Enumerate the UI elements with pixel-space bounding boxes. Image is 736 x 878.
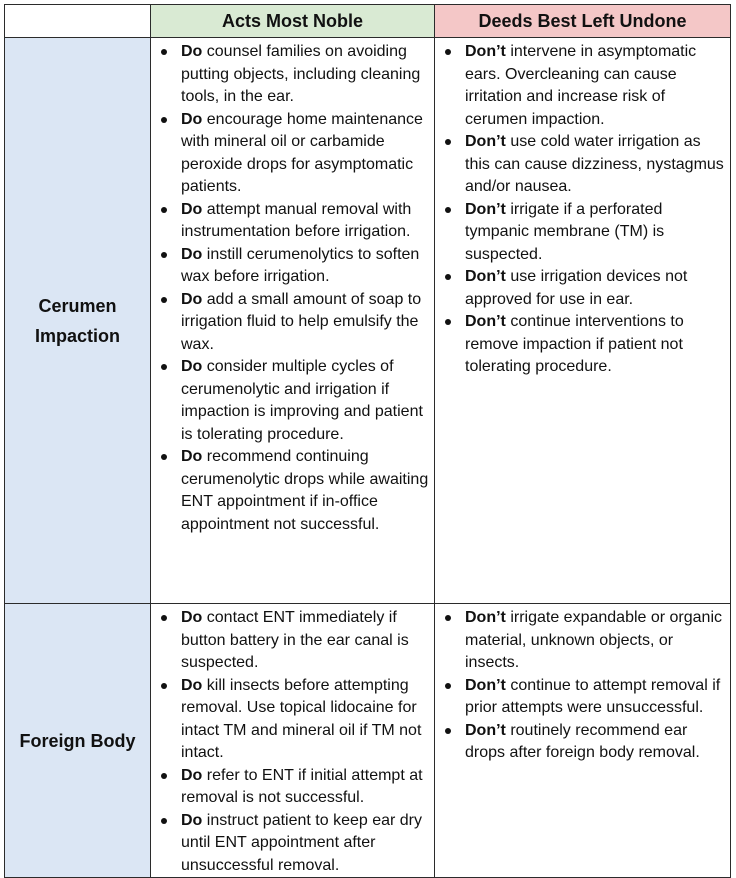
list-item	[157, 356, 430, 446]
item-text: encourage home maintenance with mineral oil or carbamide peroxide drops for asymptomatic patients.	[181, 110, 423, 195]
row-label-foreign-body	[5, 604, 151, 878]
item-text: irrigate if a perforated tympanic membrane (TM) is suspected.	[465, 200, 665, 263]
item-lead: Do	[181, 676, 203, 694]
list-item	[157, 446, 430, 536]
row-label-line: Foreign Body	[19, 730, 136, 751]
header-acts-most-noble: Acts Most Noble	[151, 5, 435, 38]
list-item	[441, 199, 726, 267]
item-lead: Don’t	[465, 721, 506, 739]
header-deeds-best-left-undone: Deeds Best Left Undone	[435, 5, 731, 38]
list-item	[441, 41, 726, 131]
item-text: recommend continuing cerumenolytic drops while awaiting ENT appointment if in-office appointment not successful.	[181, 448, 429, 533]
item-text: kill insects before attempting removal. Use topical lidocaine for intact TM and mineral oil if TM not intact.	[181, 676, 422, 761]
item-text: continue interventions to remove impaction if patient not tolerating procedure.	[465, 313, 684, 375]
item-text: consider multiple cycles of cerumenolytic and irrigation if impaction is improving and patient is tolerating procedure.	[181, 358, 423, 443]
cerumen-do-list	[151, 38, 434, 536]
item-lead: Do	[181, 43, 203, 60]
row-label-line: Cerumen	[38, 295, 117, 316]
item-text: irrigate expandable or organic material, unknown objects, or insects.	[465, 609, 723, 671]
item-lead: Do	[181, 290, 203, 308]
list-item	[157, 289, 430, 357]
item-text: routinely recommend ear drops after foreign body removal.	[465, 721, 700, 761]
list-item	[157, 41, 430, 109]
list-item	[157, 244, 430, 289]
foreign-body-do-cell	[151, 604, 435, 878]
cerumen-do-cell	[151, 38, 435, 604]
header-row	[5, 5, 731, 38]
item-lead: Do	[181, 448, 203, 465]
item-text: use cold water irrigation as this can cause dizziness, nystagmus and/or nausea.	[465, 133, 724, 195]
item-lead: Don’t	[465, 268, 506, 285]
item-text: use irrigation devices not approved for use in ear.	[465, 268, 688, 308]
item-lead: Do	[181, 110, 203, 128]
row-label-cerumen-impaction	[5, 38, 151, 604]
foreign-body-dont-cell	[435, 604, 731, 878]
item-lead: Do	[181, 200, 203, 218]
list-item	[157, 109, 430, 199]
list-item	[157, 607, 430, 675]
item-lead: Do	[181, 245, 203, 263]
item-text: continue to attempt removal if prior attempts were unsuccessful.	[465, 676, 721, 716]
guidance-table	[4, 4, 731, 878]
item-lead: Don’t	[465, 133, 506, 150]
item-lead: Don’t	[465, 676, 506, 694]
list-item	[157, 810, 430, 878]
list-item	[157, 199, 430, 244]
item-lead: Don’t	[465, 200, 506, 218]
list-item	[441, 675, 726, 720]
item-text: counsel families on avoiding putting objects, including cleaning tools, in the ear.	[181, 43, 421, 105]
item-lead: Don’t	[465, 313, 506, 330]
list-item	[157, 765, 430, 810]
list-item	[441, 720, 726, 765]
item-text: refer to ENT if initial attempt at removal is not successful.	[181, 766, 423, 806]
item-lead: Do	[181, 766, 203, 784]
list-item	[441, 131, 726, 199]
item-text: instill cerumenolytics to soften wax before irrigation.	[181, 245, 420, 285]
item-text: add a small amount of soap to irrigation fluid to help emulsify the wax.	[181, 290, 422, 353]
foreign-body-dont-list	[435, 604, 730, 765]
cerumen-dont-cell	[435, 38, 731, 604]
item-lead: Don’t	[465, 43, 506, 60]
item-lead: Do	[181, 358, 203, 375]
row-foreign-body	[5, 604, 731, 878]
list-item	[157, 675, 430, 765]
row-label-line: Impaction	[34, 325, 120, 346]
list-item	[441, 266, 726, 311]
item-lead: Do	[181, 609, 203, 626]
corner-cell	[5, 5, 151, 38]
cerumen-dont-list	[435, 38, 730, 379]
item-text: contact ENT immediately if button battery in the ear canal is suspected.	[181, 609, 409, 671]
item-lead: Don’t	[465, 609, 506, 626]
item-text: intervene in asymptomatic ears. Overcleaning can cause irritation and increase risk of cerumen impaction.	[465, 43, 697, 128]
item-text: attempt manual removal with instrumentation before irrigation.	[181, 200, 412, 240]
item-lead: Do	[181, 811, 203, 829]
list-item	[441, 311, 726, 379]
item-text: instruct patient to keep ear dry until ENT appointment after unsuccessful removal.	[181, 811, 422, 874]
list-item	[441, 607, 726, 675]
foreign-body-do-list	[151, 604, 434, 877]
row-cerumen-impaction	[5, 38, 731, 604]
